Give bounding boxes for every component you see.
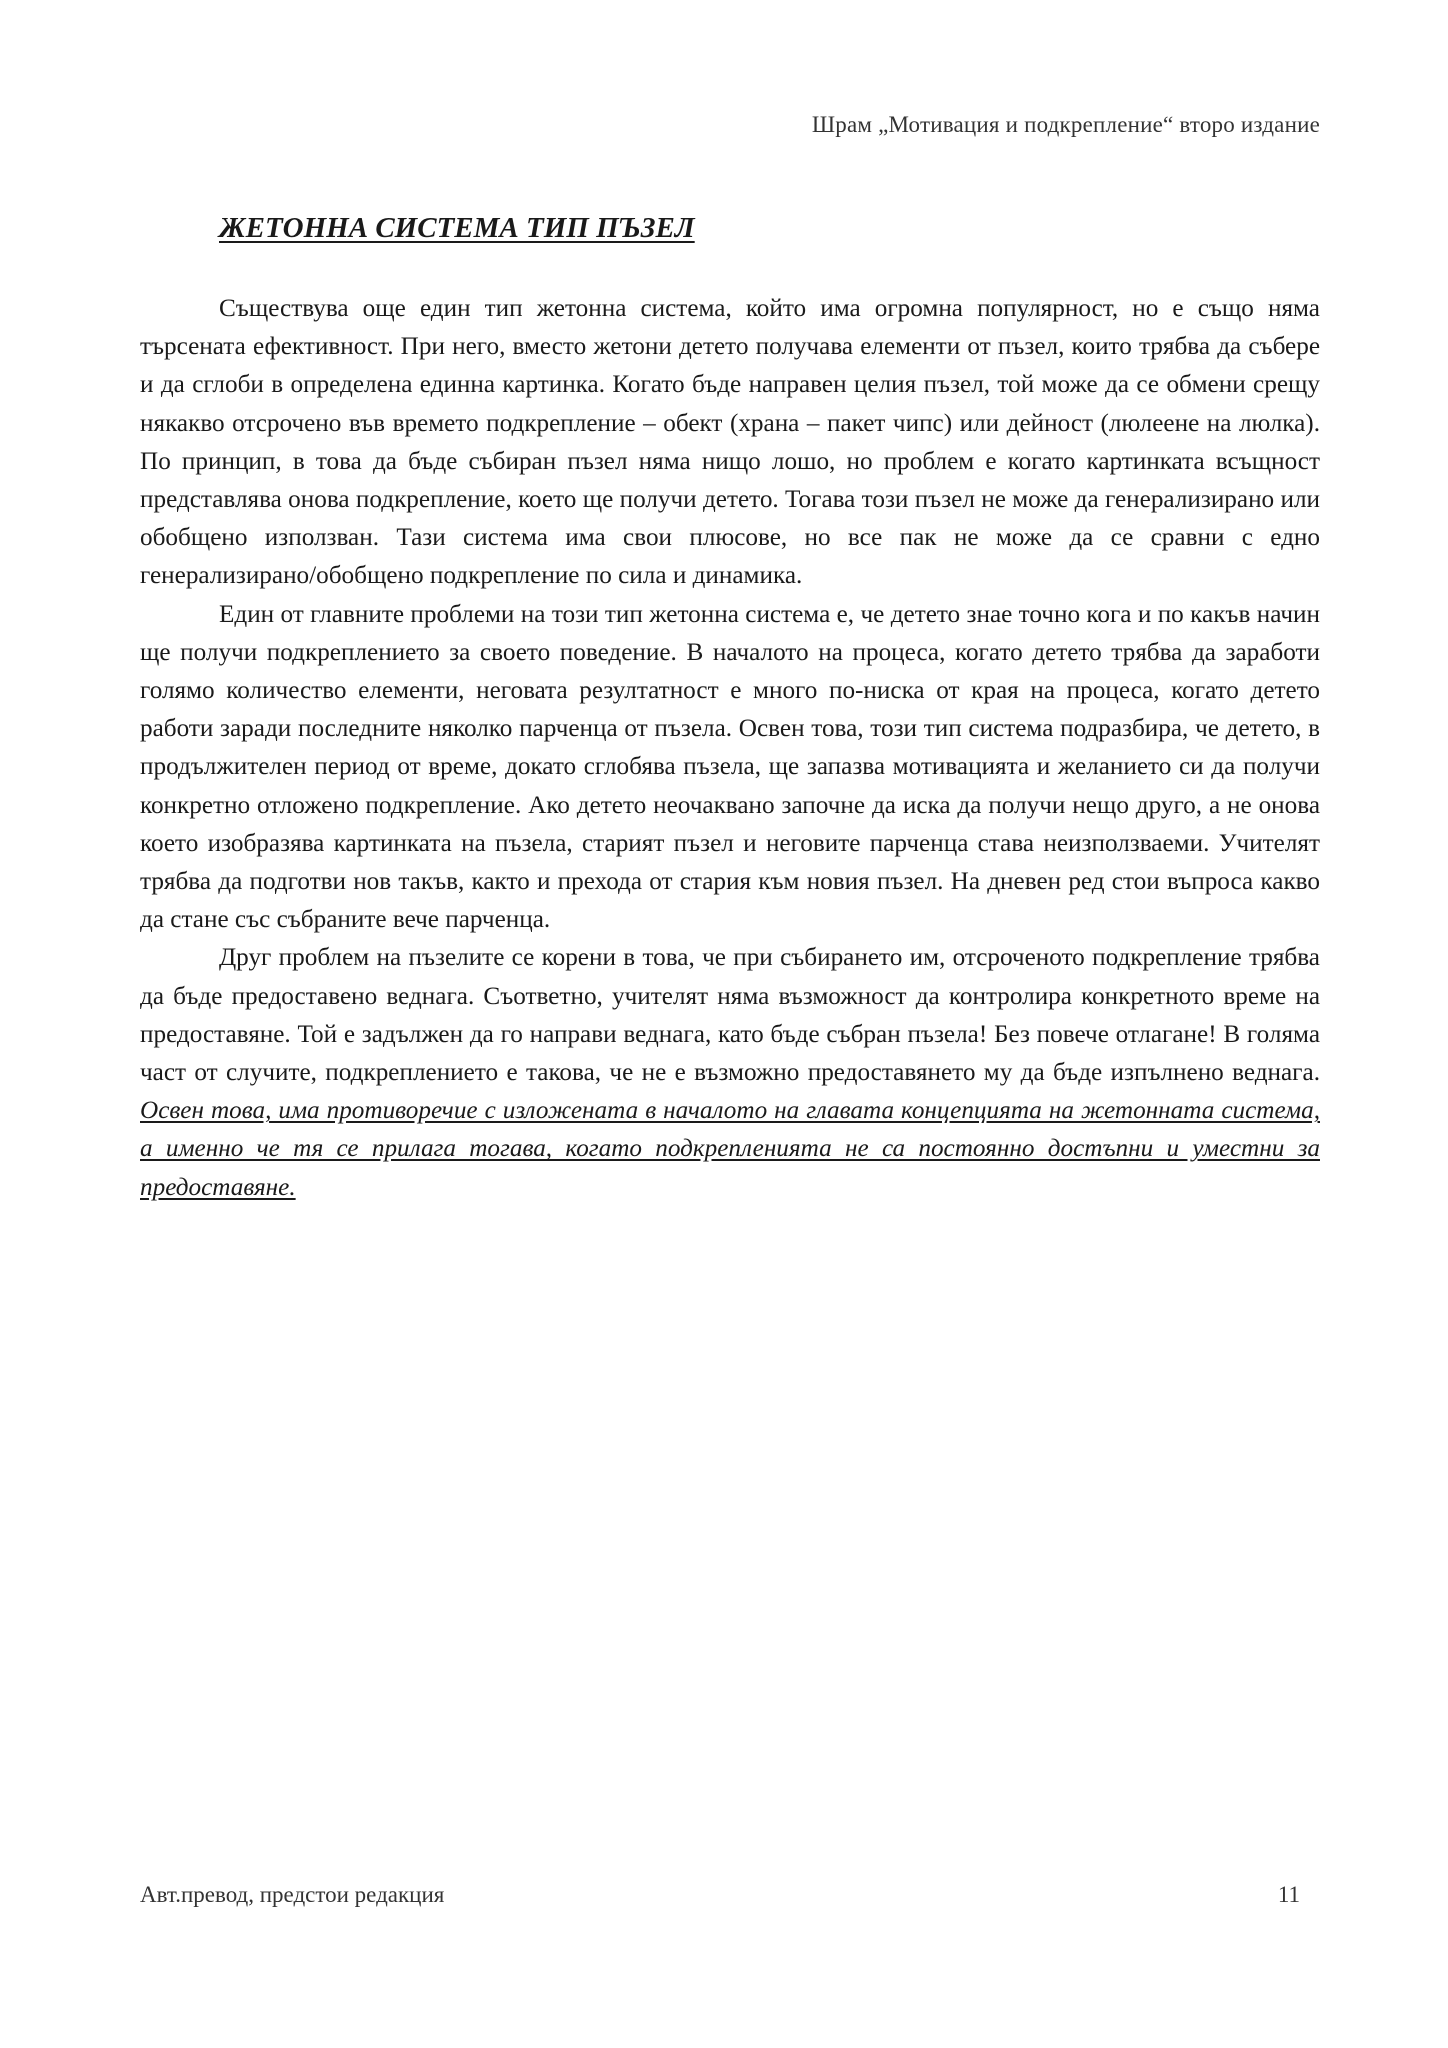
paragraph-3-text: Друг проблем на пъзелите се корени в това, че при събирането им, отсроченото подкрепление трябва да бъде предоставено веднага. Съответно, учителят няма възможност да контролира конкретното време на предоставяне. Той е задължен да го направи веднага, като бъде събран пъзела! Без повече отлагане! В голяма част от случите, подкреплението е такова, че не е възможно предоставянето му да бъде изпълнено веднага. bbox=[140, 944, 1320, 1087]
paragraph-3 bbox=[140, 939, 1320, 1206]
footer-note: Авт.превод, предстои редакция bbox=[140, 1882, 445, 1907]
paragraph-2: Един от главните проблеми на този тип жетонна система е, че детето знае точно кога и по какъв начин ще получи подкреплението за своето поведение. В началото на процеса, когато детето трябва да заработи голямо количество елементи, неговата резултатност е много по-ниска от края на процеса, когато детето работи заради последните няколко парченца от пъзела. Освен това, този тип система подразбира, че детето, в продължителен период от време, докато сглобява пъзела, ще запазва мотивацията и желанието си да получи конкретно отложено подкрепление. Ако детето неочаквано започне да иска да получи нещо друго, а не онова което изобразява картинката на пъзела, старият пъзел и неговите парченца става неизползваеми. Учителят трябва да подготви нов такъв, както и прехода от стария към новия пъзел. На дневен ред стои въпроса какво да стане със събраните вече парченца. bbox=[140, 600, 1320, 934]
paragraph-1: Съществува още един тип жетонна система, който има огромна популярност, но е също няма търсената ефективност. При него, вместо жетони детето получава елементи от пъзел, които трябва да събере и да сглоби в определена единна картинка. Когато бъде направен целия пъзел, той може да се обмени срещу някакво отсрочено във времето подкрепление – обект (храна – пакет чипс) или дейност (люлеене на люлка). По принцип, в това да бъде събиран пъзел няма нищо лошо, но проблем е когато картинката всъщност представлява онова подкрепление, което ще получи детето. Тогава този пъзел не може да генерализирано или обобщено използван. Тази система има свои плюсове, но все пак не може да се сравни с едно генерализирано/обобщено подкрепление по сила и динамика. bbox=[140, 295, 1320, 590]
page-number: 11 bbox=[1277, 1882, 1300, 1907]
running-header: Шрам „Мотивация и подкрепление“ второ издание bbox=[811, 112, 1320, 137]
section-title: ЖЕТОННА СИСТЕМА ТИП ПЪЗЕЛ bbox=[219, 212, 695, 244]
body-text bbox=[140, 290, 1320, 1207]
paragraph-3-emphasis: Освен това, има противоречие с изложената в началото на главата концепцията на жетонната система, а именно че тя се прилага тогава, когато подкрепленията не са постоянно достъпни и уместни за предоставяне. bbox=[140, 1097, 1320, 1201]
